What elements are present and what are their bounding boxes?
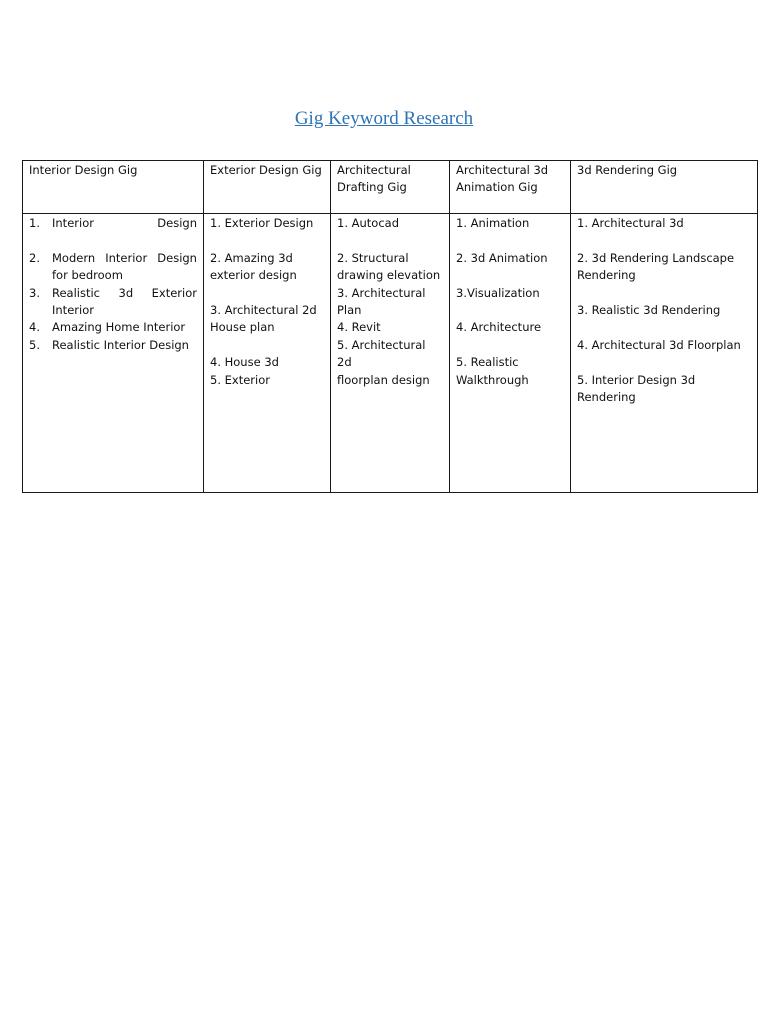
keyword-table [22,160,758,493]
cell-interior-design-keywords [23,214,204,493]
list-item: 3.Visualization [456,285,540,300]
table-header-row [23,161,758,214]
list-item: 3. Realistic 3d Rendering [577,303,721,317]
list-item: 1. Architectural 3d [577,216,684,230]
list-item: 3. Architectural [337,285,426,300]
column-header-interior-design: Interior Design Gig [23,161,204,214]
column-header-exterior-design: Exterior Design Gig [204,161,331,214]
list-item: 2. 3d Rendering Landscape [577,250,735,265]
list-item: 1. Interior Design [29,216,197,230]
cell-architectural-drafting-keywords: 1. Autocad 2. Structural drawing elevation 3. Architectural Plan 4. Revit 5. Architectural 2d floorplan design [331,214,450,493]
list-item: 5. Exterior [210,372,270,387]
cell-architectural-animation-keywords: 1. Animation 2. 3d Animation 3.Visualization 4. Architecture 5. Realistic Walkthrough [450,214,571,493]
column-header-architectural-animation: Architectural 3d Animation Gig [450,161,571,214]
list-item: 5. Architectural 2d [337,337,426,370]
column-header-3d-rendering: 3d Rendering Gig [571,161,758,214]
list-item: 4. Architectural 3d Floorplan [577,337,741,352]
list-item: 5. Interior Design 3d [577,372,696,387]
list-item: 3. Architectural 2d [210,303,317,317]
list-item: 4. Architecture [456,320,542,335]
list-item: 5. Realistic [456,355,519,370]
list-item: 2. 3d Animation [456,250,548,265]
list-item: 2. Modern Interior Design for bedroom [29,250,197,283]
table-row [23,214,758,493]
list-item: 3. Realistic 3d Exterior Interior [29,285,197,318]
cell-3d-rendering-keywords: 1. Architectural 3d 2. 3d Rendering Landscape Rendering 3. Realistic 3d Rendering 4. Architectural 3d Floorplan 5. Interior Design 3d Rendering [571,214,758,493]
list-item: 2. Amazing 3d [210,250,293,265]
page-title: Gig Keyword Research [294,108,474,129]
list-item: 4. Amazing Home Interior [29,320,186,335]
list-item: 1. Autocad [337,216,399,230]
list-item: 4. House 3d [210,355,279,370]
list-item: 1. Animation [456,216,530,230]
list-item: 4. Revit [337,320,381,335]
column-header-architectural-drafting: Architectural Drafting Gig [331,161,450,214]
cell-exterior-design-keywords: 1. Exterior Design 2. Amazing 3d exterior design 3. Architectural 2d House plan 4. House 3d 5. Exterior [204,214,331,493]
list-item: 2. Structural [337,250,409,265]
list-item: 1. Exterior Design [210,216,314,230]
list-item: 5. Realistic Interior Design [29,337,189,352]
